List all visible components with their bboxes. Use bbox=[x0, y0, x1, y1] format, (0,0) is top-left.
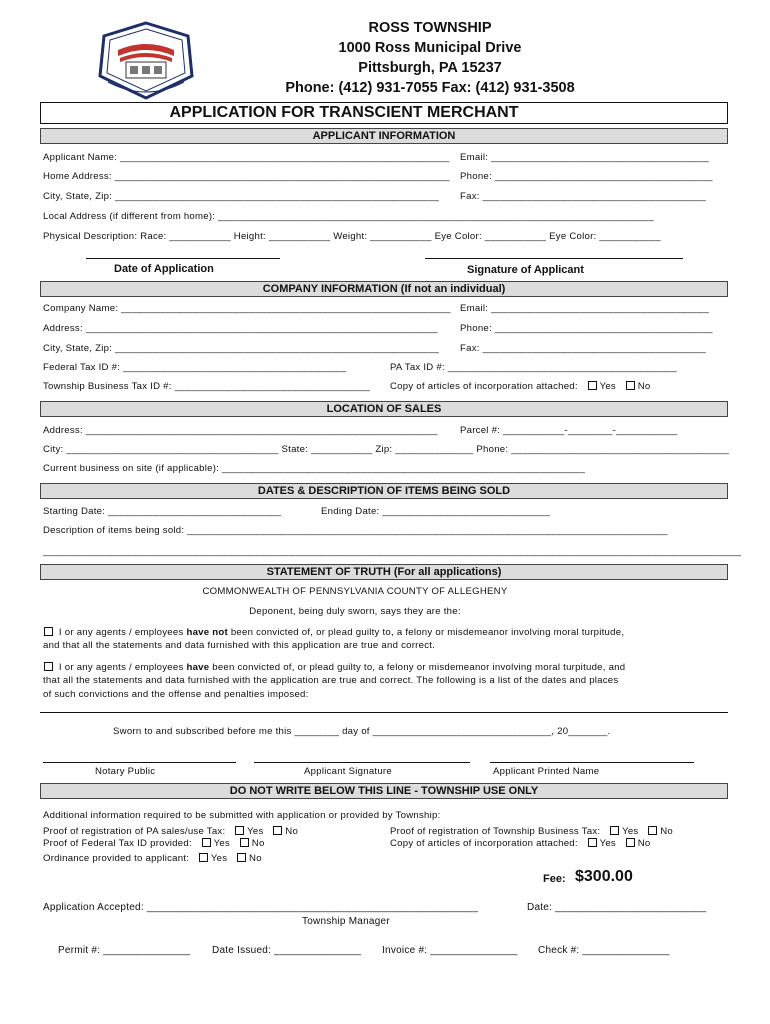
org-name: ROSS TOWNSHIP bbox=[368, 20, 492, 36]
dates-section-header: DATES & DESCRIPTION OF ITEMS BEING SOLD bbox=[40, 483, 728, 499]
township-business-tax-row bbox=[390, 826, 673, 837]
federal-tax-yes-label: Yes bbox=[213, 838, 231, 849]
ordinance-yes-checkbox[interactable] bbox=[199, 853, 208, 862]
parcel-field[interactable]: Parcel #: ___________-________-___________ bbox=[460, 425, 678, 436]
township-business-tax-field[interactable]: Township Business Tax ID #: ___________________________________ bbox=[43, 381, 371, 392]
date-of-application-label: Date of Application bbox=[114, 263, 214, 275]
applicant-city-field[interactable]: City, State, Zip: __________________________________________________________ bbox=[43, 191, 439, 202]
pa-sales-tax-label: Proof of registration of PA sales/use Tax: bbox=[43, 826, 226, 837]
truth-section-header: STATEMENT OF TRUTH (For all applications) bbox=[40, 564, 728, 580]
federal-tax-no-checkbox[interactable] bbox=[240, 838, 249, 847]
township-business-yes-checkbox[interactable] bbox=[610, 826, 619, 835]
company-articles-no-label: No bbox=[637, 381, 651, 392]
have-not-line2: and that all the statements and data furnished with this application are true and correct. bbox=[43, 640, 436, 651]
company-articles-yes-label: Yes bbox=[599, 381, 616, 392]
office-articles-no-checkbox[interactable] bbox=[626, 838, 635, 847]
township-business-no-checkbox[interactable] bbox=[648, 826, 657, 835]
federal-tax-id-field[interactable]: Federal Tax ID #: ________________________________________ bbox=[43, 362, 347, 373]
township-manager-label: Township Manager bbox=[302, 916, 390, 927]
office-articles-label: Copy of articles of incorporation attached: bbox=[390, 838, 578, 849]
items-description-extra-line[interactable]: _____________________________________________________________________________________________________________________________ bbox=[43, 546, 742, 557]
notary-label: Notary Public bbox=[95, 766, 156, 777]
deponent-text: Deponent, being duly sworn, says they are the: bbox=[249, 606, 461, 617]
option-have bbox=[43, 662, 625, 673]
permit-field[interactable]: Permit #: _______________ bbox=[58, 945, 191, 956]
date-issued-field[interactable]: Date Issued: _______________ bbox=[212, 945, 362, 956]
items-description-field[interactable]: Description of items being sold: ______________________________________________________________________________________ bbox=[43, 525, 668, 536]
fee-value: $300.00 bbox=[575, 868, 633, 885]
township-business-tax-label: Proof of registration of Township Business Tax: bbox=[390, 826, 601, 837]
application-accepted-field[interactable]: Application Accepted: _________________________________________________________ bbox=[43, 902, 479, 913]
township-business-no-label: No bbox=[660, 826, 673, 837]
ordinance-label: Ordinance provided to applicant: bbox=[43, 853, 190, 864]
company-email-field[interactable]: Email: _______________________________________ bbox=[460, 303, 709, 314]
have-line3: of such convictions and the offense and penalties imposed: bbox=[43, 689, 309, 700]
office-articles-no-label: No bbox=[637, 838, 651, 849]
notary-line[interactable] bbox=[43, 762, 236, 763]
company-section-header: COMPANY INFORMATION (If not an individual) bbox=[40, 281, 728, 297]
company-articles-no-checkbox[interactable] bbox=[626, 381, 635, 390]
invoice-field[interactable]: Invoice #: _______________ bbox=[382, 945, 518, 956]
applicant-name-field[interactable]: Applicant Name: ___________________________________________________________ bbox=[43, 152, 450, 163]
office-articles-row bbox=[390, 838, 650, 849]
office-articles-yes-checkbox[interactable] bbox=[588, 838, 597, 847]
pa-sales-no-label: No bbox=[285, 826, 299, 837]
township-business-yes-label: Yes bbox=[622, 826, 639, 837]
applicant-section-header: APPLICANT INFORMATION bbox=[40, 128, 728, 144]
company-phone-field[interactable]: Phone: _______________________________________ bbox=[460, 323, 713, 334]
sales-city-state-zip-phone-field[interactable]: City: ______________________________________ State: ___________ Zip: ______________ Phone: _______________________________________ bbox=[43, 444, 730, 455]
fee-label: Fee: bbox=[543, 873, 566, 885]
pa-tax-id-field[interactable]: PA Tax ID #: _________________________________________ bbox=[390, 362, 677, 373]
pa-sales-tax-row bbox=[43, 826, 298, 837]
have-not-checkbox[interactable] bbox=[44, 627, 53, 636]
company-city-field[interactable]: City, State, Zip: __________________________________________________________ bbox=[43, 343, 439, 354]
current-business-field[interactable]: Current business on site (if applicable): _________________________________________________________________ bbox=[43, 463, 586, 474]
have-text-bold: have bbox=[186, 662, 210, 673]
date-of-application-line[interactable] bbox=[86, 258, 280, 259]
company-articles-question bbox=[390, 381, 650, 392]
applicant-printed-name-line[interactable] bbox=[490, 762, 694, 763]
applicant-fax-field[interactable]: Fax: ________________________________________ bbox=[460, 191, 706, 202]
ordinance-no-label: No bbox=[249, 853, 262, 864]
company-articles-label: Copy of articles of incorporation attached: bbox=[390, 381, 578, 392]
ordinance-yes-label: Yes bbox=[210, 853, 228, 864]
additional-info-text: Additional information required to be submitted with application or provided by Township: bbox=[43, 810, 441, 821]
applicant-phone-field[interactable]: Phone: _______________________________________ bbox=[460, 171, 713, 182]
company-name-field[interactable]: Company Name: ___________________________________________________________ bbox=[43, 303, 451, 314]
ending-date-field[interactable]: Ending Date: ______________________________ bbox=[321, 506, 550, 517]
federal-tax-label: Proof of Federal Tax ID provided: bbox=[43, 838, 192, 849]
federal-tax-row bbox=[43, 838, 265, 849]
have-line2: that all the statements and data furnished with the application are true and correct. The following is a list of the dates and places bbox=[43, 675, 619, 686]
pa-sales-yes-checkbox[interactable] bbox=[235, 826, 244, 835]
sales-address-field[interactable]: Address: _______________________________________________________________ bbox=[43, 425, 438, 436]
org-phone-fax: Phone: (412) 931-7055 Fax: (412) 931-3508 bbox=[285, 80, 575, 96]
federal-tax-yes-checkbox[interactable] bbox=[202, 838, 211, 847]
company-articles-yes-checkbox[interactable] bbox=[588, 381, 597, 390]
convictions-line[interactable] bbox=[40, 712, 728, 713]
starting-date-field[interactable]: Starting Date: _______________________________ bbox=[43, 506, 282, 517]
ordinance-no-checkbox[interactable] bbox=[237, 853, 246, 862]
company-fax-field[interactable]: Fax: ________________________________________ bbox=[460, 343, 706, 354]
check-field[interactable]: Check #: _______________ bbox=[538, 945, 670, 956]
location-section-header: LOCATION OF SALES bbox=[40, 401, 728, 417]
ordinance-row bbox=[43, 853, 262, 864]
applicant-signature-line[interactable] bbox=[254, 762, 470, 763]
have-not-text-bold: have not bbox=[186, 627, 228, 638]
org-address1: 1000 Ross Municipal Drive bbox=[338, 40, 522, 56]
pa-sales-yes-label: Yes bbox=[247, 826, 264, 837]
pa-sales-no-checkbox[interactable] bbox=[273, 826, 282, 835]
applicant-email-field[interactable]: Email: _______________________________________ bbox=[460, 152, 709, 163]
have-checkbox[interactable] bbox=[44, 662, 53, 671]
applicant-signature-label: Applicant Signature bbox=[304, 766, 392, 777]
township-use-header: DO NOT WRITE BELOW THIS LINE - TOWNSHIP USE ONLY bbox=[40, 783, 728, 799]
accepted-date-field[interactable]: Date: __________________________ bbox=[527, 902, 707, 913]
signature-of-applicant-label: Signature of Applicant bbox=[467, 264, 584, 276]
home-address-field[interactable]: Home Address: ____________________________________________________________ bbox=[43, 171, 450, 182]
form-title: APPLICATION FOR TRANSCIENT MERCHANT bbox=[169, 104, 519, 121]
have-not-text-post: been convicted of, or plead guilty to, a felony or misdemeanor involving moral turpitude, bbox=[227, 627, 625, 638]
federal-tax-no-label: No bbox=[251, 838, 265, 849]
signature-of-applicant-line[interactable] bbox=[425, 258, 683, 259]
local-address-field[interactable]: Local Address (if different from home): ______________________________________________________________________________ bbox=[43, 211, 654, 222]
option-have-not bbox=[43, 627, 624, 638]
company-address-field[interactable]: Address: _______________________________________________________________ bbox=[43, 323, 438, 334]
have-text-pre: I or any agents / employees bbox=[58, 662, 187, 673]
have-not-text-pre: I or any agents / employees bbox=[58, 627, 187, 638]
physical-description-field[interactable]: Physical Description: Race: ___________ Height: ___________ Weight: ___________ Eye Color: ___________ Eye Color: ___________ bbox=[43, 231, 661, 242]
have-text-post: been convicted of, or plead guilty to, a felony or misdemeanor involving moral turpitude, and bbox=[209, 662, 626, 673]
sworn-text[interactable]: Sworn to and subscribed before me this ________ day of ________________________________, 20_______. bbox=[113, 726, 611, 737]
office-articles-yes-label: Yes bbox=[599, 838, 616, 849]
applicant-printed-name-label: Applicant Printed Name bbox=[493, 766, 600, 777]
commonwealth-text: COMMONWEALTH OF PENNSYLVANIA COUNTY OF ALLEGHENY bbox=[202, 586, 508, 597]
org-address2: Pittsburgh, PA 15237 bbox=[358, 60, 502, 76]
